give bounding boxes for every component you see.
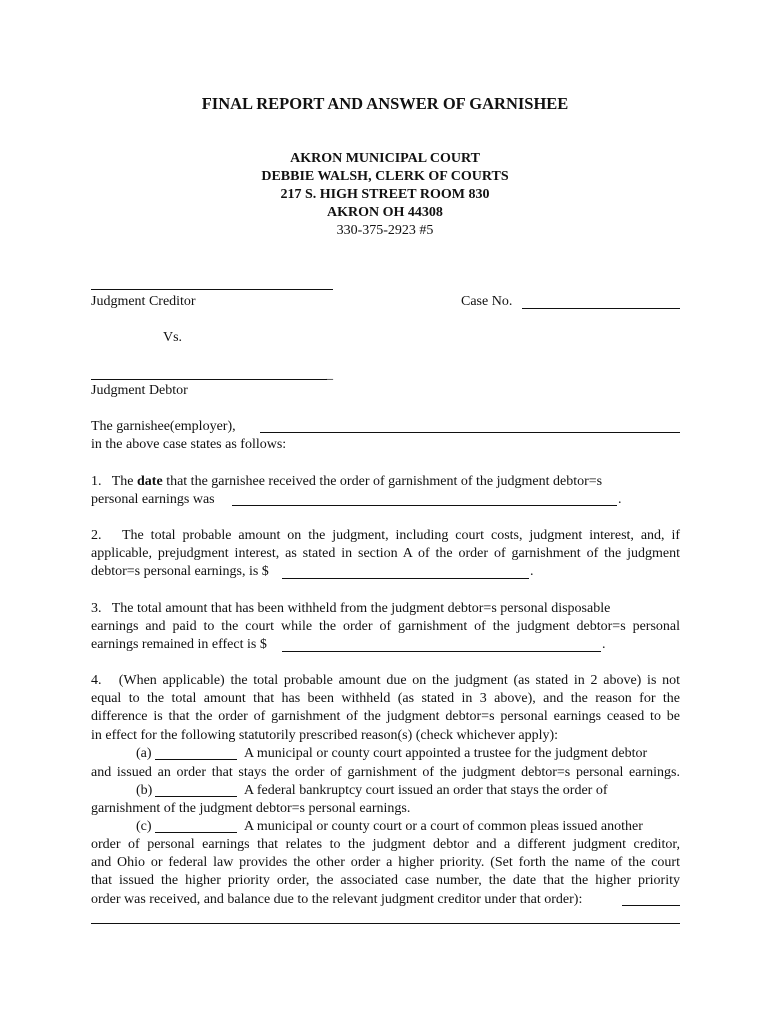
item-4-line-1: 4. (When applicable) the total probable amount due on the judgment (as stated in 2 above) is not [91, 673, 681, 688]
item-3-line-3: earnings remained in effect is $ [91, 637, 267, 652]
option-c-answer-line-2[interactable] [91, 923, 680, 924]
court-city: AKRON OH 44308 [327, 205, 443, 220]
option-c-text-4: that issued the higher priority order, the associated case number, the date that the higher priority [91, 873, 680, 888]
item-4-line-4: in effect for the following statutorily prescribed reason(s) (check whichever apply): [91, 728, 559, 743]
court-name: AKRON MUNICIPAL COURT [290, 151, 480, 166]
item-3-line-1: 3. The total amount that has been withheld from the judgment debtor=s personal disposable [91, 601, 611, 616]
item-2-line-3: debtor=s personal earnings, is $ [91, 564, 269, 579]
judgment-creditor-label: Judgment Creditor [91, 294, 196, 309]
item-3-end: . [602, 637, 606, 652]
intro-statement: in the above case states as follows: [91, 437, 287, 452]
option-a-text-1: A municipal or county court appointed a trustee for the judgment debtor [244, 746, 648, 761]
item-1-end: . [618, 492, 622, 507]
withheld-amount-line[interactable] [282, 651, 601, 652]
option-a-text-2: and issued an order that stays the order of garnishment of the judgment debtor=s personal earnings. [91, 765, 680, 780]
item-1-pre: The [111, 474, 134, 489]
option-b-label: (b) [136, 783, 153, 798]
option-c-check-line[interactable] [155, 832, 237, 833]
item-1-line-1 [91, 473, 602, 491]
garnishee-label: The garnishee(employer), [91, 419, 236, 434]
judgment-debtor-line-suffix: _ [326, 367, 333, 382]
item-4-number: 4. [91, 673, 102, 688]
option-c-text-3: and Ohio or federal law provides the other order a higher priority. (Set forth the name of the court [91, 855, 680, 870]
item-4-line-3: difference is that the order of garnishment of the judgment debtor=s personal earnings ceased to be [91, 709, 680, 724]
judgment-creditor-line[interactable] [91, 289, 333, 290]
option-c-text-1: A municipal or county court or a court of common pleas issued another [244, 819, 643, 834]
item-1-number: 1. [91, 474, 102, 489]
item-3-number: 3. [91, 601, 102, 616]
item-2-line-2: applicable, prejudgment interest, as stated in section A of the order of garnishment of the judgment [91, 546, 680, 561]
option-b-check-line[interactable] [155, 796, 237, 797]
option-a-label: (a) [136, 746, 152, 761]
probable-amount-line[interactable] [282, 578, 529, 579]
judgment-debtor-line[interactable] [91, 379, 327, 380]
item-2-end: . [530, 564, 534, 579]
option-c-label: (c) [136, 819, 152, 834]
document-title: FINAL REPORT AND ANSWER OF GARNISHEE [201, 94, 569, 113]
option-a-check-line[interactable] [155, 759, 237, 760]
item-2-number: 2. [91, 528, 102, 543]
item-4-line-2: equal to the total amount that has been withheld (as stated in 3 above), and the reason for the [91, 691, 680, 706]
clerk-name: DEBBIE WALSH, CLERK OF COURTS [261, 169, 509, 184]
item-3-line-2: earnings and paid to the court while the order of garnishment of the judgment debtor=s personal [91, 619, 680, 634]
option-c-text-5: order was received, and balance due to the relevant judgment creditor under that order): [91, 892, 583, 907]
case-number-label: Case No. [461, 294, 513, 309]
option-b-text-1: A federal bankruptcy court issued an order that stays the order of [244, 783, 608, 798]
case-number-line[interactable] [522, 308, 680, 309]
item-1-post: that the garnishee received the order of garnishment of the judgment debtor=s [166, 474, 603, 489]
court-address: 217 S. HIGH STREET ROOM 830 [280, 187, 490, 202]
item-2-line-1: 2. The total probable amount on the judgment, including court costs, judgment interest, and, if [91, 528, 680, 543]
judgment-debtor-label: Judgment Debtor [91, 383, 188, 398]
garnishee-name-line[interactable] [260, 432, 680, 433]
option-c-answer-line[interactable] [622, 905, 680, 906]
item-1-line-2: personal earnings was [91, 492, 215, 507]
court-phone: 330-375-2923 #5 [336, 223, 434, 238]
option-c-text-2: order of personal earnings that relates to the judgment debtor and a different judgment creditor, [91, 837, 680, 852]
item-1-bold-date: date [137, 474, 163, 489]
versus-label: Vs. [163, 330, 183, 345]
option-b-text-2: garnishment of the judgment debtor=s personal earnings. [91, 801, 411, 816]
date-received-line[interactable] [232, 505, 617, 506]
